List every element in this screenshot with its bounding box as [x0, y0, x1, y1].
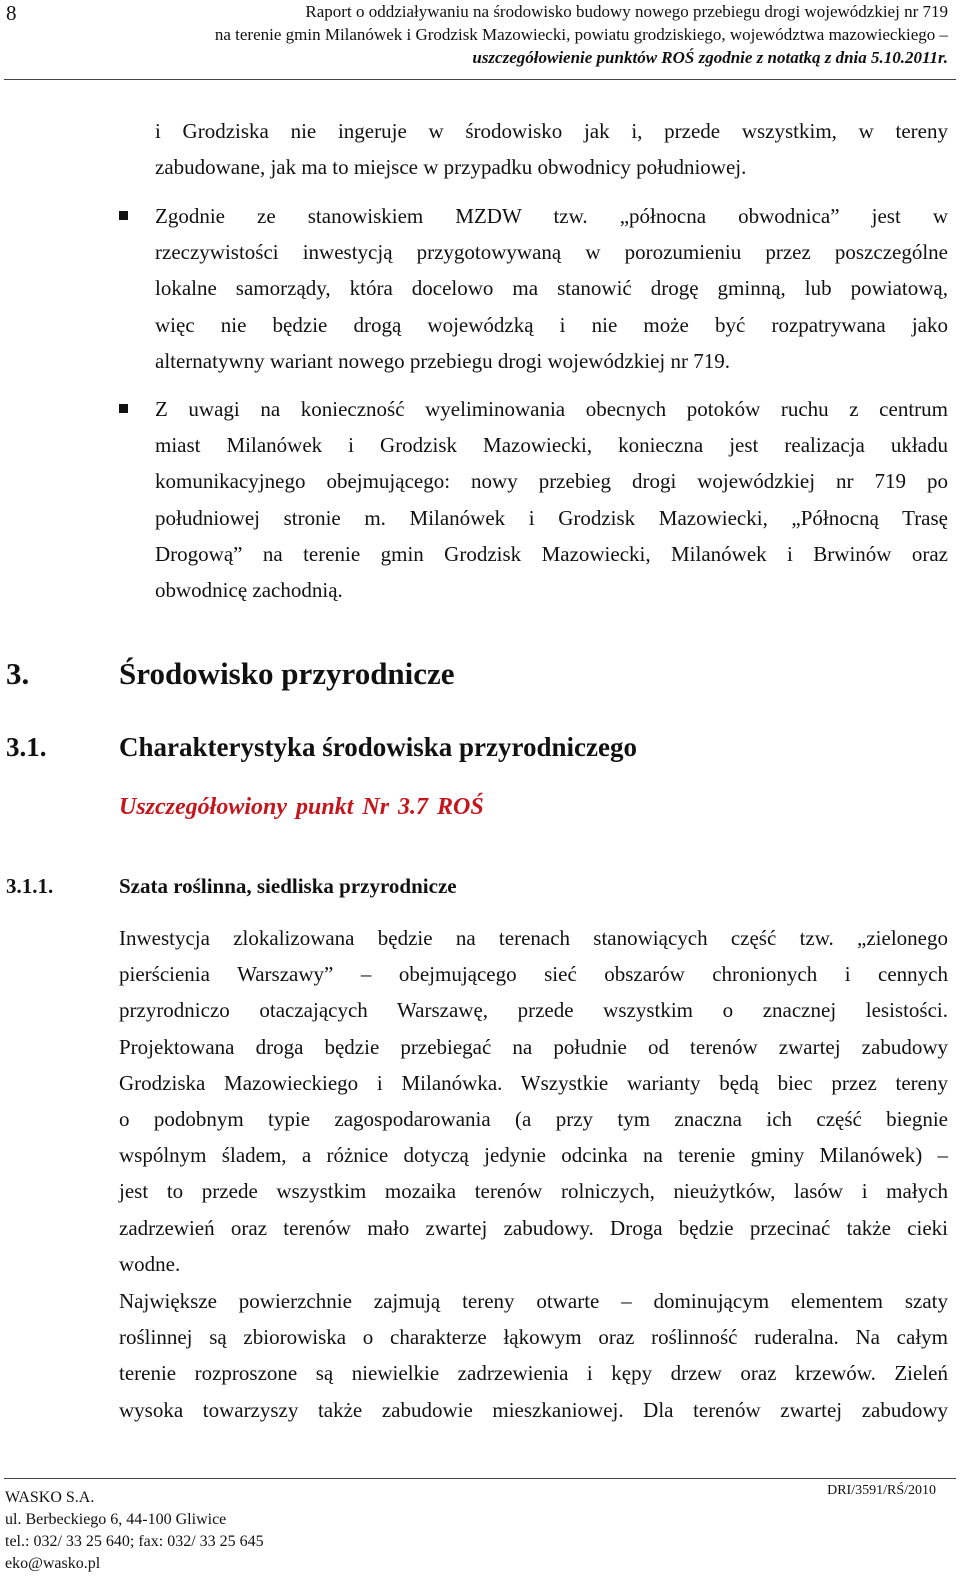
section-title: Szata roślinna, siedliska przyrodnicze [119, 874, 457, 898]
paragraph-investment-location [119, 920, 948, 1282]
page-number: 8 [6, 1, 17, 25]
text-line: Projektowana droga będzie przebiegać na południe od terenów zwartej zabudowy [119, 1034, 948, 1059]
text-line: południowej stronie m. Milanówek i Grodzisk Mazowiecki, „Północną Trasę [155, 505, 948, 530]
section-title: Środowisko przyrodnicze [119, 656, 455, 691]
text-line: Grodziska Mazowieckiego i Milanówka. Wszystkie warianty będą biec przez tereny [119, 1070, 948, 1095]
text-line: lokalne samorządy, która docelowo ma stanowić drogę gminną, lub powiatową, [155, 276, 948, 301]
text-line: wspólnym śladem, a różnice dotyczą jedynie odcinka na terenie gminy Milanówek) – [119, 1143, 948, 1168]
text-line: Zgodnie ze stanowiskiem MZDW tzw. „północna obwodnica” jest w [155, 204, 948, 228]
company-email: eko@wasko.pl [5, 1555, 101, 1572]
text-line: przyrodniczo otaczających Warszawę, przede wszystkim o znacznej lesistości. [119, 998, 948, 1023]
running-header [170, 0, 948, 69]
bullet-paragraph-traffic [155, 391, 948, 608]
text-line: wysoka towarzyszy także zabudowie mieszkaniowej. Dla terenów zwartej zabudowy [119, 1397, 948, 1422]
text-line: o podobnym typie zagospodarowania (a przy tym znaczna ich część biegnie [119, 1106, 948, 1131]
text-line: Z uwagi na konieczność wyeliminowania obecnych potoków ruchu z centrum [155, 397, 948, 421]
section-number: 3. [6, 656, 30, 691]
continuation-paragraph [155, 113, 948, 185]
text-line: i Grodziska nie ingeruje w środowisko jak i, przede wszystkim, w tereny [155, 119, 948, 143]
text-line: wodne. [119, 1251, 181, 1276]
text-line: zabudowane, jak ma to miejsce w przypadku obwodnicy południowej. [155, 155, 747, 180]
text-line: więc nie będzie drogą wojewódzką i nie może być rozpatrywana jako [155, 312, 948, 337]
footer-company-block [5, 1487, 264, 1575]
text-line: zadrzewień oraz terenów mało zwartej zabudowy. Droga będzie przecinać także cieki [119, 1215, 948, 1240]
company-address: ul. Berbeckiego 6, 44-100 Gliwice [5, 1511, 227, 1528]
text-line: rzeczywistości inwestycją przygotowywaną w porozumieniu przez poszczególne [155, 240, 948, 265]
header-line-2: na terenie gmin Milanówek i Grodzisk Mazowiecki, powiatu grodziskiego, województwa mazowieckiego – [214, 25, 948, 44]
text-line: pierścienia Warszawy” – obejmującego sieć obszarów chronionych i cennych [119, 962, 948, 987]
footer-divider [4, 1478, 956, 1479]
square-bullet-icon [118, 210, 129, 221]
text-line: Największe powierzchnie zajmują tereny otwarte – dominującym elementem szaty [119, 1289, 948, 1313]
text-line: Drogową” na terenie gmin Grodzisk Mazowiecki, Milanówek i Brwinów oraz [155, 541, 948, 566]
section-number: 3.1.1. [6, 874, 54, 898]
paragraph-vegetation [119, 1283, 948, 1428]
text-line: roślinnej są zbiorowiska o charakterze łąkowym oraz roślinność ruderalna. Na całym [119, 1325, 948, 1350]
company-name: WASKO S.A. [5, 1489, 95, 1506]
square-bullet-icon [118, 403, 129, 414]
text-line: Inwestycja zlokalizowana będzie na terenach stanowiących część tzw. „zielonego [119, 926, 948, 950]
section-title: Charakterystyka środowiska przyrodniczego [119, 732, 637, 762]
text-line: komunikacyjnego obejmującego: nowy przebieg drogi wojewódzkiej nr 719 po [155, 469, 948, 494]
header-note-line: uszczegółowienie punktów ROŚ zgodnie z notatką z dnia 5.10.2011r. [472, 48, 948, 67]
section-number: 3.1. [6, 732, 47, 762]
document-code: DRI/3591/RŚ/2010 [827, 1483, 936, 1498]
header-line-1: Raport o oddziaływaniu na środowisko budowy nowego przebiegu drogi wojewódzkiej nr 719 [305, 2, 948, 21]
text-line: jest to przede wszystkim mozaika terenów rolniczych, nieużytków, lasów i małych [119, 1179, 948, 1204]
detailed-point-note: Uszczegółowiony punkt Nr 3.7 ROŚ [119, 794, 484, 820]
company-phone: tel.: 032/ 33 25 640; fax: 032/ 33 25 645 [5, 1533, 264, 1550]
bullet-paragraph-mzdw [155, 198, 948, 379]
text-line: terenie rozproszone są niewielkie zadrzewienia i kępy drzew oraz krzewów. Zieleń [119, 1361, 948, 1386]
header-divider [4, 79, 956, 80]
text-line: alternatywny wariant nowego przebiegu drogi wojewódzkiej nr 719. [155, 348, 730, 373]
text-line: miast Milanówek i Grodzisk Mazowiecki, konieczna jest realizacja układu [155, 433, 948, 458]
text-line: obwodnicę zachodnią. [155, 577, 343, 602]
